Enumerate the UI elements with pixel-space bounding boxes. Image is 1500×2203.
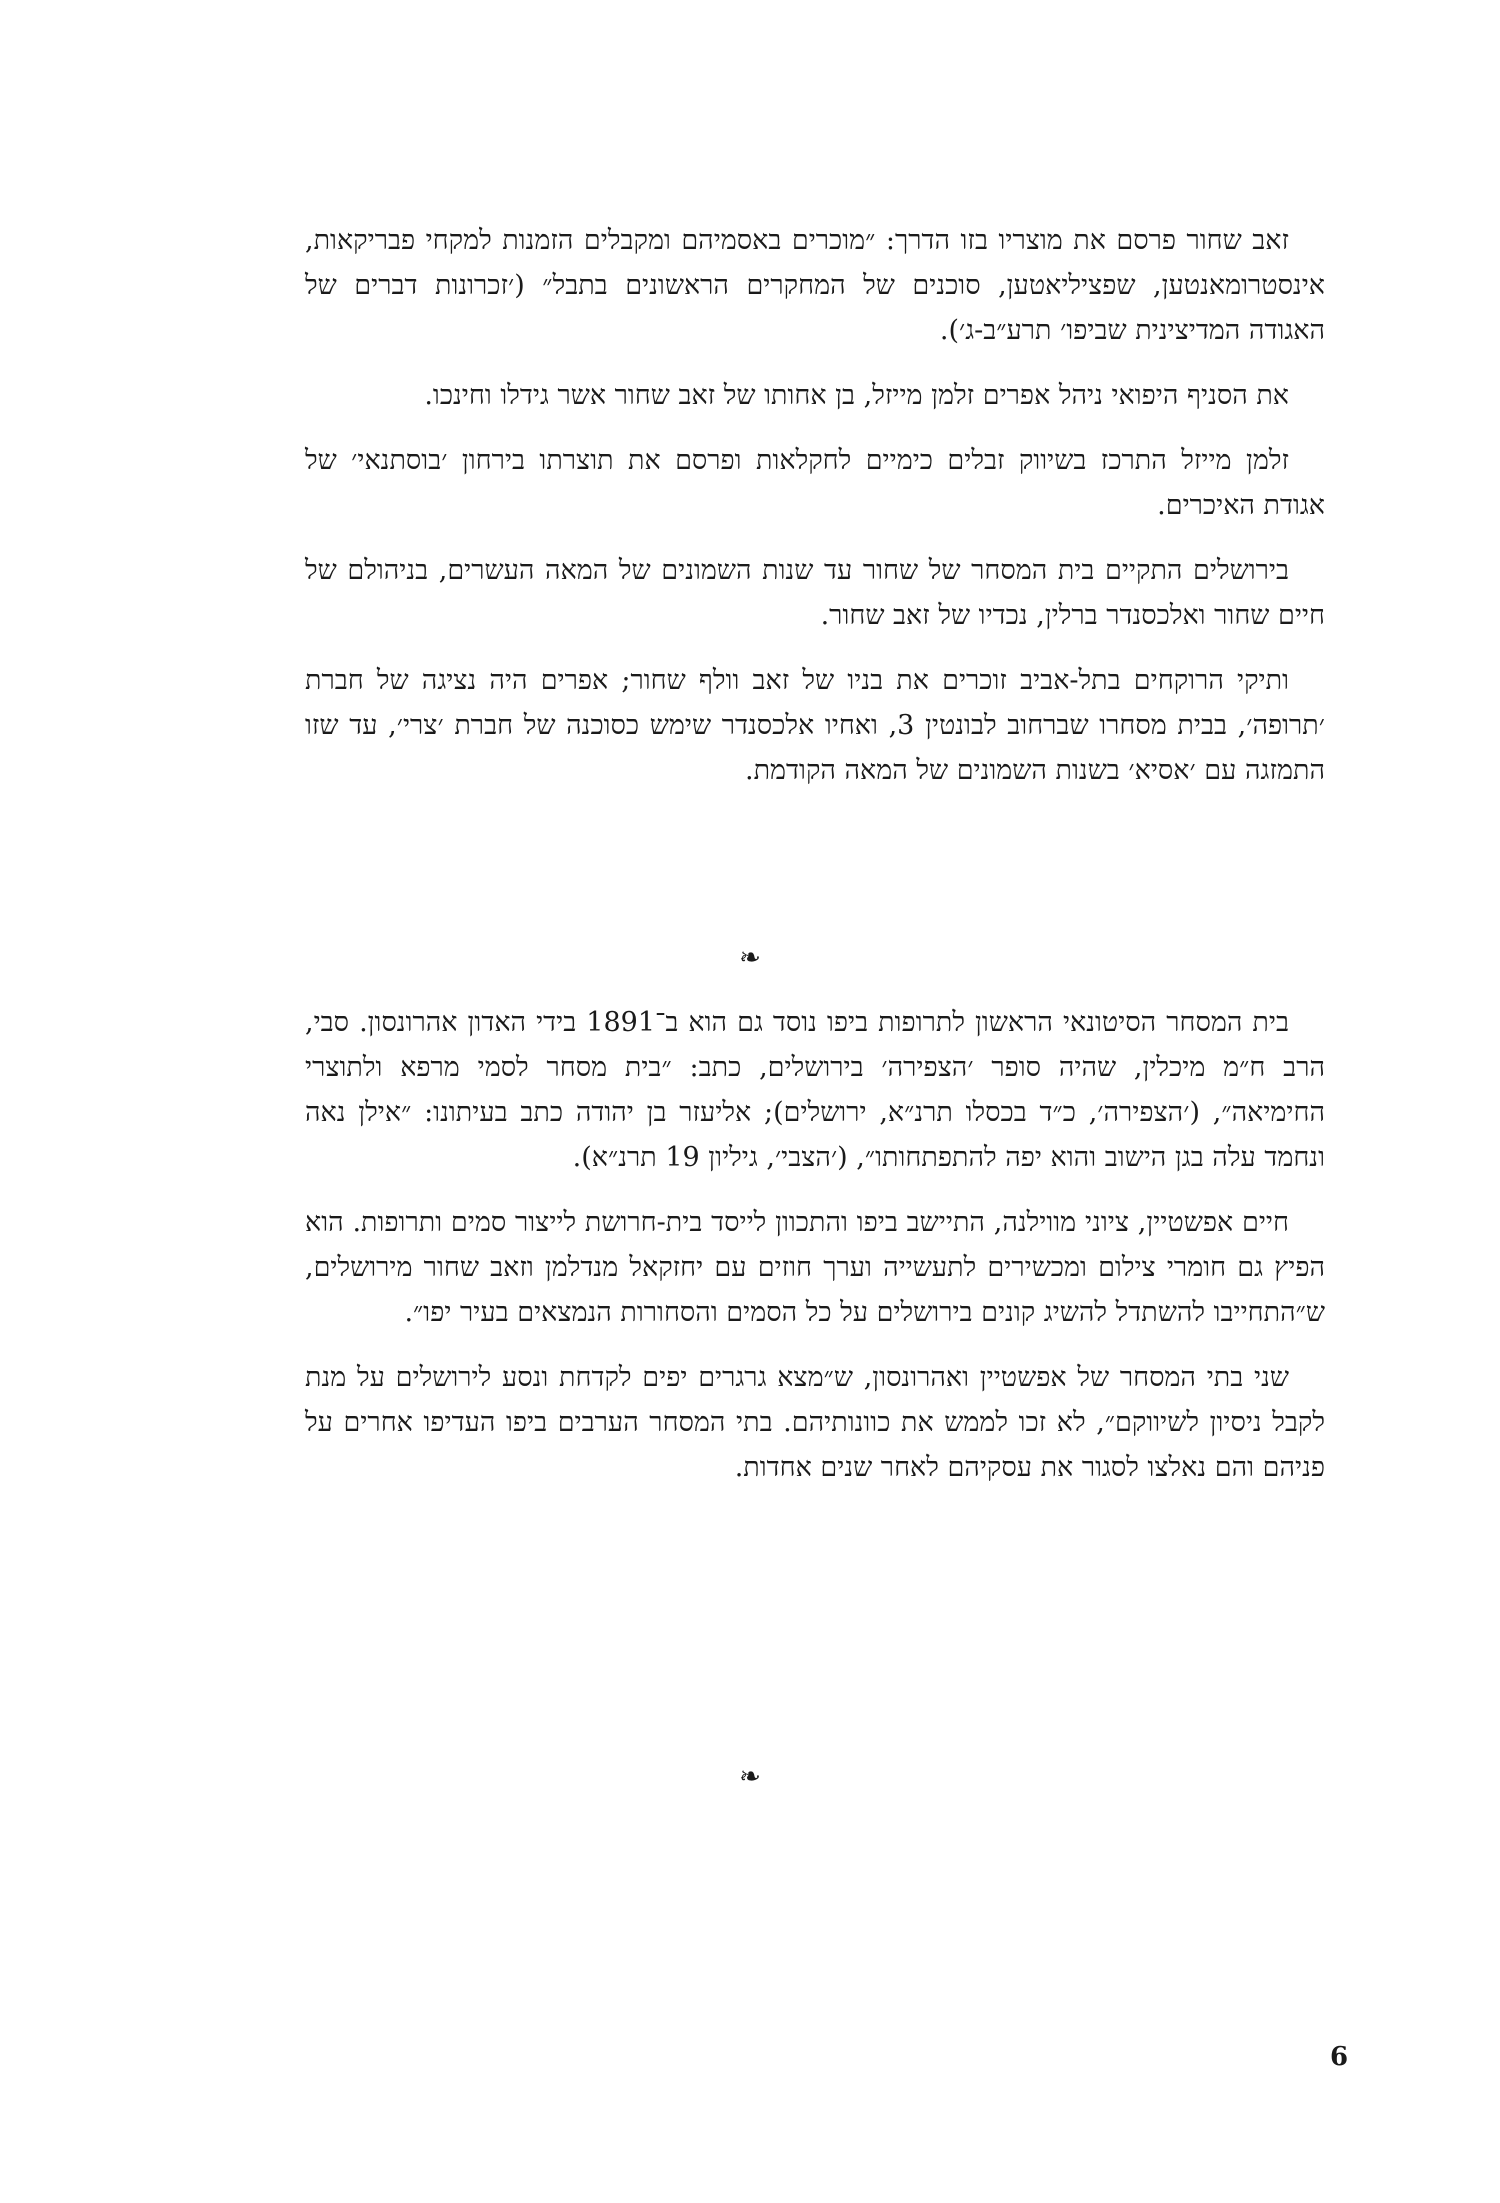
paragraph: שני בתי המסחר של אפשטיין ואהרונסון, ש״מצא גרגרים יפים לקדחת ונסע לירושלים על מנת לקבל ניסיון לשיווקם״, לא זכו לממש את כוונותיהם. בתי המסחר הערבים ביפו העדיפו אחרים על פניהם והם נאלצו לסגור את עסקיהם לאחר שנים אחדות. — [305, 1362, 1325, 1483]
paragraph: בית המסחר הסיטונאי הראשון לתרופות ביפו נוסד גם הוא ב־1891 בידי האדון אהרונסון. סבי, הרב ח״מ מיכלין, שהיה סופר ׳הצפירה׳ בירושלים, כתב: ״בית מסחר לסמי מרפא ולתוצרי החימיאה״, (׳הצפירה׳, כ״ד בכסלו תרנ״א, ירושלים); אליעזר בן יהודה כתב בעיתונו: ״אילן נאה ונחמד עלה בגן הישוב והוא יפה להתפתחותו״, (׳הצבי׳, גיליון 19 תרנ״א). — [305, 1007, 1325, 1173]
page-number: 6 — [1330, 2042, 1349, 2072]
text-section-2 — [305, 1000, 1325, 1510]
paragraph: ותיקי הרוקחים בתל-אביב זוכרים את בניו של זאב וולף שחור; אפרים היה נציגה של חברת ׳תרופה׳, בבית מסחרו שברחוב לבונטין 3, ואחיו אלכסנדר שימש כסוכנה של חברת ׳צרי׳, עד שזו התמזגה עם ׳אסיא׳ בשנות השמונים של המאה הקודמת. — [305, 665, 1325, 786]
section-divider-ornament: ❧ — [739, 943, 761, 973]
text-section-1 — [305, 218, 1325, 813]
section-divider-ornament: ❧ — [739, 1762, 761, 1792]
paragraph: חיים אפשטיין, ציוני מווילנה, התיישב ביפו והתכוון לייסד בית-חרושת לייצור סמים ותרופות. הוא הפיץ גם חומרי צילום ומכשירים לתעשייה וערך חוזים עם יחזקאל מנדלמן וזאב שחור מירושלים, ש״התחייבו להשתדל להשיג קונים בירושלים על כל הסמים והסחורות הנמצאים בעיר יפו״. — [305, 1207, 1325, 1328]
paragraph: זלמן מייזל התרכז בשיווק זבלים כימיים לחקלאות ופרסם את תוצרתו בירחון ׳בוסתנאי׳ של אגודת האיכרים. — [305, 445, 1325, 521]
paragraph: את הסניף היפואי ניהל אפרים זלמן מייזל, בן אחותו של זאב שחור אשר גידלו וחינכו. — [424, 380, 1289, 411]
paragraph: בירושלים התקיים בית המסחר של שחור עד שנות השמונים של המאה העשרים, בניהולם של חיים שחור ואלכסנדר ברלין, נכדיו של זאב שחור. — [305, 555, 1325, 631]
paragraph: זאב שחור פרסם את מוצריו בזו הדרך: ״מוכרים באסמיהם ומקבלים הזמנות למקחי פבריקאות, אינסטרומאנטען, שפציליאטען, סוכנים של המחקרים הראשונים בתבל״ (׳זכרונות דברים של האגודה המדיצינית שביפו׳ תרע״ב-ג׳). — [305, 225, 1325, 346]
